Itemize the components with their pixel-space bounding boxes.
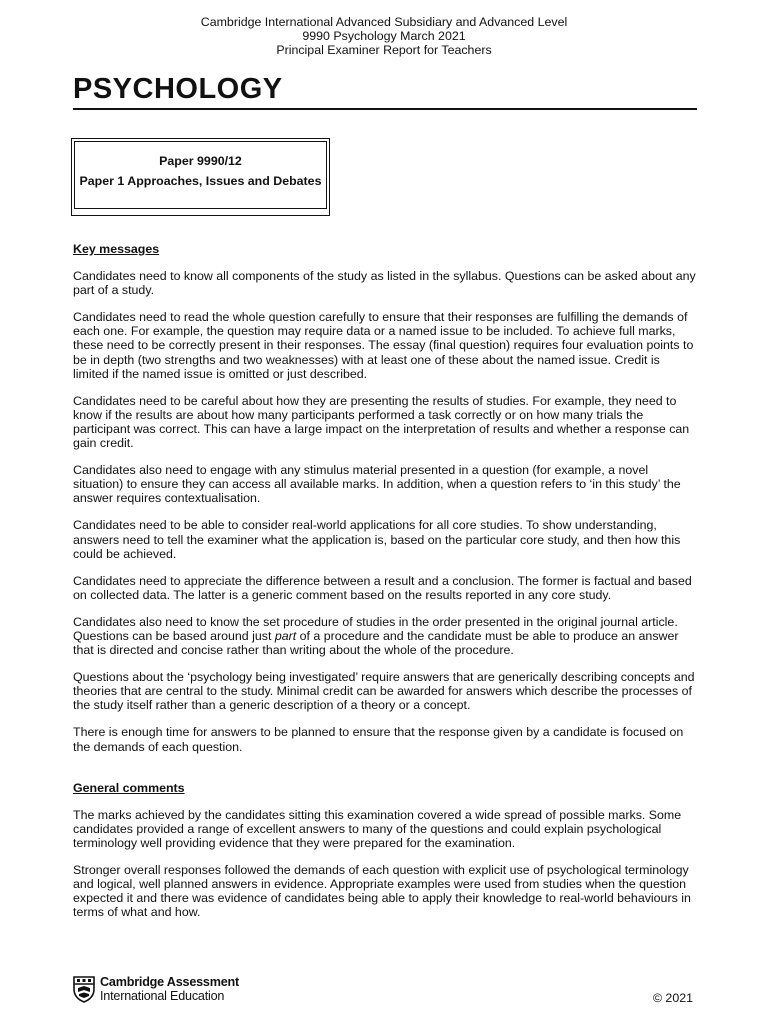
cambridge-crest-icon — [72, 975, 96, 1003]
paper-info-box — [71, 138, 330, 216]
key-message-paragraph: Candidates need to know all components of the study as listed in the syllabus. Questions can be asked about any part of a study. — [73, 269, 696, 298]
key-message-paragraph — [73, 615, 699, 657]
logo-line-1: Cambridge Assessment — [100, 975, 240, 989]
general-comments-heading: General comments — [73, 780, 185, 795]
header-line-3: Principal Examiner Report for Teachers — [276, 43, 492, 58]
logo-line-2: International Education — [100, 989, 225, 1003]
page-title: PSYCHOLOGY — [73, 72, 697, 110]
header-line-1: Cambridge International Advanced Subsidiary and Advanced Level — [200, 15, 568, 29]
key-message-paragraph: Candidates need to appreciate the difference between a result and a conclusion. The former is factual and based on collected data. The latter is a generic comment based on the results reported in any core study. — [73, 573, 692, 602]
paper-code: Paper 9990/12 — [159, 154, 242, 168]
key-message-paragraph: Questions about the ‘psychology being investigated’ require answers that are generically describing concepts and theories that are central to the study. Minimal credit can be awarded for answers which describe the processes of the study itself rather than a generic description of a theory or a concept. — [73, 670, 695, 713]
general-comment-paragraph: The marks achieved by the candidates sitting this examination covered a wide spread of possible marks. Some candidates provided a range of excellent answers to many of the questions and could explain psychological terminology well providing evidence that they were prepared for the examination. — [73, 807, 682, 850]
key-messages-heading: Key messages — [73, 242, 160, 256]
key-message-paragraph: Candidates need to be able to consider real-world applications for all core studies. To show understanding, answers need to tell the examiner what the application is, based on the particular core study, and then how this could be achieved. — [73, 518, 681, 561]
header-line-2: 9990 Psychology March 2021 — [302, 29, 466, 44]
paper-name: Paper 1 Approaches, Issues and Debates — [79, 173, 322, 188]
procedure-text-emphasis: part — [274, 628, 297, 643]
key-message-paragraph: There is enough time for answers to be planned to ensure that the response given by a candidate is focused on the demands of each question. — [73, 725, 684, 754]
cambridge-logo — [72, 975, 239, 1003]
key-message-paragraph: Candidates need to be careful about how they are presenting the results of studies. For example, they need to know if the results are about how many participants performed a task correctly or on how many trials the participant was correct. This can have a large impact on the interpretation of results and whether a response can gain credit. — [73, 393, 690, 451]
report-header — [0, 15, 768, 58]
report-body — [73, 242, 699, 932]
procedure-text-after: of a procedure and the candidate must be able to produce an answer that is directed and concise rather than writing about the whole of the procedure. — [73, 628, 679, 658]
copyright-notice: © 2021 — [652, 991, 693, 1005]
procedure-text-before: Candidates also need to know the set procedure of studies in the order presented in the original journal article. Questions can be based around just — [73, 614, 678, 643]
general-comment-paragraph: Stronger overall responses followed the demands of each question with explicit use of psychological terminology and logical, well planned answers in evidence. Appropriate examples were used from studies when the question expected it and there was evidence of candidates being able to apply their knowledge to real-world behaviours in terms of what and how. — [73, 863, 691, 920]
key-message-paragraph: Candidates also need to engage with any stimulus material presented in a question (for example, a novel situation) to ensure they can access all available marks. In addition, when a question refers to ‘in this study’ the answer requires contextualisation. — [73, 463, 681, 506]
key-message-paragraph: Candidates need to read the whole question carefully to ensure that their responses are fulfilling the demands of each one. For example, the question may require data or a named issue to be included. To achieve full marks, these need to be correctly present in their responses. The essay (final question) requires four evaluation points to be in depth (two strengths and two weaknesses) with at least one of these about the named issue. Credit is limited if the named issue is omitted or just described. — [73, 310, 694, 381]
